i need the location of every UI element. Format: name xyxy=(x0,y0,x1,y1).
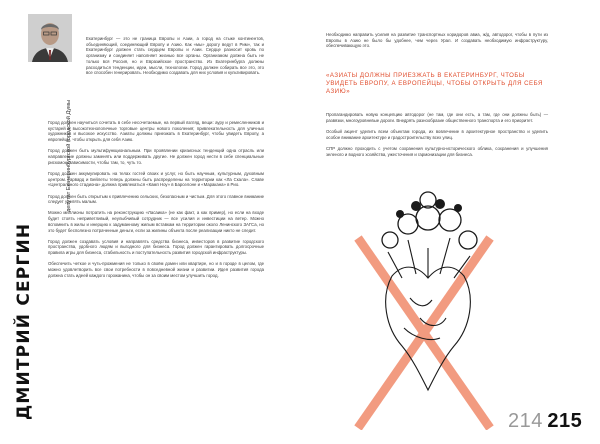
intro-text xyxy=(86,36,264,81)
right-column-top xyxy=(326,32,548,55)
author-name-vertical xyxy=(0,0,36,444)
author-portrait xyxy=(28,14,72,62)
paragraph: Пропагандировать новую концепцию автодорог (не там, где они есть, а там, где они должны быть) — развязки, многоуровневые дороги. Внедрять разнообразие общественного транспорта и его приоритет. xyxy=(326,112,548,123)
author-title: депутат Екатеринбургской городской Думы xyxy=(66,100,72,212)
paragraph: Город должен создавать условия и направлять средства бизнеса, инвесторов в развитие городского пространства, удобного людям и выгодного для бизнеса. Город должен гарантировать долгосрочные правила игры для бизнеса, стабильность и поступательность развития городской инфраструктуры. xyxy=(48,238,264,256)
paragraph: Особый акцент уделить всем объектам города, их вовлечение в архитектурное пространство и уделить особое внимание архитектуре и градостроительству всех улиц. xyxy=(326,128,548,140)
paragraph: Можно миллионы потратить на реконструкцию «Ласаика» (не как факт, а как пример), но если на входе будет стоять неприветливый, неулыбчивый сотрудник — все усилия и инвестиции на ветер. Можно вспомнить в жилы и инерцию к задуманному жилым вставкам на территории около Ленинского ЗАГСа, но это будет бесполезно потраченные деньги, если за жилины объекта после реализации никто не следит. xyxy=(48,210,264,233)
page-number-left: 214 xyxy=(508,410,543,432)
paragraph: Обеспечить четкое и чуть-прожмения не только в своём домен или квартире, но и в городе в целом, где можно удовлетворить все свои потребности в повседневной жизни и развитии. Идея развития города должна стать идеей каждого горожанина, чтобы он за своим местом улучшить город. xyxy=(48,261,264,278)
paragraph: Город должен быть открытым к привлечению сельских, безопасным и чистым. Для этого главное внимание следует уделять малым. xyxy=(48,193,264,205)
paragraph: Город должен аккумулировать на телах гостей своих и услуг, но быть научным, культурным, духовным центром. Гарвард и Бейлеты теперь должны быть распределены на территории как «Ла Скала». Славе «Центрального стадиона» должна привлекаться «Камп Ноу» в Барселоне и «Маракана» в Рио. xyxy=(48,170,264,188)
heart-illustration xyxy=(340,178,520,430)
paragraph: Город должен научиться сочетать в себе несочетаемые, на первый взгляд, вещи: ауру и ремесленников и кустарей и высокотехнологичные торговые центры нового поколения; привлекательность для уличных художников и высокое искусство. Азиаты должны приезжать в Екатеринбург, чтобы увидеть Европу, а европейцы, чтобы открыть для себя Азию. xyxy=(48,120,264,143)
left-column xyxy=(48,120,264,284)
paragraph: СПР должно проходить с учетом сохранения культурно-исторического облика, сохранения и улучшения зеленого и водного хозяйства, ужесточения и гармонизации для бизнеса. xyxy=(326,145,548,157)
paragraph: Город должен быть мультифункциональным. При проявлении кризисных тенденций одна отрасль или направление должны заменять или поддерживать другие. Не должен город нести в себе спенциальные рискомонозависимости, чтобы там, то, чуть то. xyxy=(48,148,264,165)
page-number-right: 215 xyxy=(547,410,583,432)
pull-quote: «АЗИАТЫ ДОЛЖНЫ ПРИЕЗЖАТЬ В ЕКАТЕРИНБУРГ, ЧТОБЫ УВИДЕТЬ ЕВРОПУ, А ЕВРОПЕЙЦЫ, ЧТОБЫ ОТКРЫТЬ ДЛЯ СЕБЯ АЗИЮ» xyxy=(326,72,543,96)
right-column xyxy=(326,112,548,163)
author-name: ДМИТРИЙ СЕРГИН xyxy=(14,222,34,420)
page-numbers xyxy=(508,410,582,433)
intro-paragraph: Екатеринбург — это не граница Европы и Азии, а город на стыке континентов, объединяющий, соединяющий Европу и Азию. Как «мы» дорогу ведут в Рим», так и Екатеринбург должен стать сердцем Европы и Азии. Сердце разносит кровь по организму и соединяет наполняет жизнью все органы. Организмом должна быть не только вся Россия, но и Евразийское пространство. Из Екатеринбурга должны расходиться тенденции, идеи, мысли, технологии. Город должен собирать все это, это все способен генерировать. Необходимо создавать для них условия и культивировать. xyxy=(86,36,264,76)
paragraph: Необходимо направить усилия на развитие транспортных коридоров авиа, ж/д, автодорог, чтобы в пути из Европы в Азию не было бы удобнее, чем через Урал. И создавать необходимую инфраструктуру, обеспечивающую это. xyxy=(326,32,548,49)
